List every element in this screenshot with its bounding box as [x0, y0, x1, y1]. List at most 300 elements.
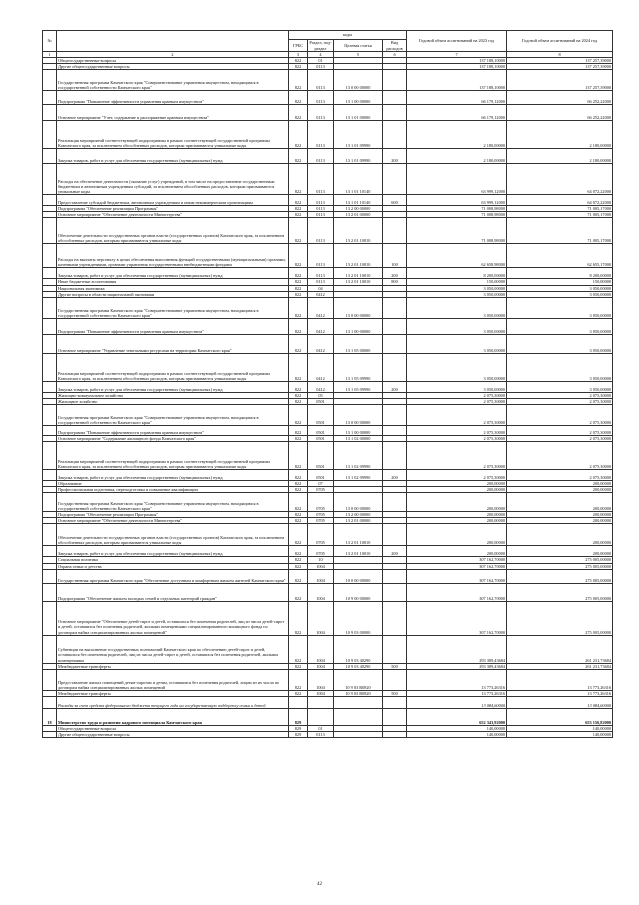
row-amount-2024: 2 180,00000 — [507, 121, 613, 149]
row-amount-2023: 66 179,12000 — [407, 105, 507, 121]
row-expense-type — [383, 318, 407, 334]
budget-table — [42, 30, 613, 738]
row-target-article: 13 2 00 00000 — [334, 512, 383, 518]
table-row — [43, 297, 613, 318]
row-amount-2023: 200,00000 — [407, 546, 507, 557]
colnum: 8 — [507, 52, 613, 58]
row-name: Расходы за счет средств федерального бюджета текущего года на государственную поддержку семьи и детей — [57, 696, 289, 708]
row-amount-2024: 140,00000 — [507, 731, 613, 737]
row-amount-2023: 3 050,00000 — [407, 334, 507, 353]
row-amount-2023: 137 188,10000 — [407, 64, 507, 70]
row-razdel: 0705 — [308, 487, 334, 493]
row-grbs: 822 — [289, 669, 308, 690]
row-name: Основное мероприятие "Обеспечение деятельности Министерства" — [57, 518, 289, 524]
row-name: Подпрограмма "Повышение эффективности управления краевым имуществом" — [57, 425, 289, 435]
row-expense-type — [383, 708, 407, 725]
row-name: Общегосударственные вопросы — [57, 58, 289, 64]
row-amount-2024: 13 084,60000 — [507, 696, 613, 708]
row-name: Межбюджетные трансферты — [57, 690, 289, 696]
row-amount-2024: 137 257,39000 — [507, 70, 613, 91]
row-amount-2024: 653 156,82000 — [507, 708, 613, 725]
row-amount-2024: 200,00000 — [507, 524, 613, 546]
row-expense-type — [383, 70, 407, 91]
row-razdel: 0113 — [308, 212, 334, 218]
row-amount-2023: 3 050,00000 — [407, 291, 507, 297]
row-razdel: 0412 — [308, 334, 334, 353]
row-expense-type: 200 — [383, 470, 407, 481]
row-name: Предоставление субсидий бюджетным, автономным учреждениям и иным некоммерческим организациям — [57, 195, 289, 206]
row-name: Профессиональная подготовка, переподготовка и повышение квалификации — [57, 487, 289, 493]
row-grbs: 822 — [289, 285, 308, 291]
row-name: Государственная программа Камчатского края "Совершенствование управления имуществом, находящимся в государственной собственности Камчатского края" — [57, 70, 289, 91]
row-grbs: 822 — [289, 195, 308, 206]
row-name: Государственная программа Камчатского края "Совершенствование управления имуществом, находящимся в государственной собственности Камчатского края" — [57, 297, 289, 318]
row-grbs: 822 — [289, 557, 308, 563]
row-amount-2023: 71 008,98000 — [407, 212, 507, 218]
row-razdel: 0113 — [308, 121, 334, 149]
row-grbs: 822 — [289, 404, 308, 425]
row-grbs: 822 — [289, 493, 308, 512]
row-amount-2024: 64 072,22000 — [507, 195, 613, 206]
row-expense-type — [383, 731, 407, 737]
row-number — [43, 318, 57, 334]
row-name: Субвенции на выполнение государственных полномочий Камчатского края по обеспечению детей-сирот и детей, оставшихся без попечения родителей, лиц из числа детей-сирот и детей, оставшихся без попечения родителей, жилыми помещениями — [57, 635, 289, 663]
row-grbs: 822 — [289, 279, 308, 285]
row-amount-2023: 62 658,98000 — [407, 244, 507, 268]
row-razdel: 0113 — [308, 64, 334, 70]
row-razdel: 07 — [308, 481, 334, 487]
table-row — [43, 334, 613, 353]
row-razdel: 1004 — [308, 563, 334, 569]
row-grbs: 822 — [289, 297, 308, 318]
header-codes: коды — [289, 31, 407, 40]
row-name: Основное мероприятие "Управление земельными ресурсами на территории Камчатского края" — [57, 334, 289, 353]
row-razdel: 0705 — [308, 524, 334, 546]
row-amount-2024: 2 075,30000 — [507, 442, 613, 470]
row-grbs — [289, 696, 308, 708]
row-target-article: 13 2 00 00000 — [334, 206, 383, 212]
row-expense-type — [383, 442, 407, 470]
table-row — [43, 244, 613, 268]
row-target-article: 10 9 03 00000 — [334, 601, 383, 635]
row-name: Общегосударственные вопросы — [57, 725, 289, 731]
row-grbs: 822 — [289, 563, 308, 569]
row-razdel: 1004 — [308, 601, 334, 635]
row-expense-type — [383, 635, 407, 663]
colnum: 4 — [308, 52, 334, 58]
row-amount-2023: 2 075,30000 — [407, 442, 507, 470]
header-celevaya: Целевая статья — [334, 40, 383, 52]
row-grbs: 822 — [289, 91, 308, 105]
row-target-article: 13 1 01 09990 — [334, 121, 383, 149]
row-amount-2024: 2 180,00000 — [507, 149, 613, 164]
row-name: Образование — [57, 481, 289, 487]
row-target-article — [334, 731, 383, 737]
row-amount-2024: 137 257,39000 — [507, 64, 613, 70]
row-grbs: 822 — [289, 470, 308, 481]
row-amount-2023: 200,00000 — [407, 518, 507, 524]
table-row — [43, 105, 613, 121]
table-row — [43, 708, 613, 725]
row-name: Закупка товаров, работ и услуг для обеспечения государственных (муниципальных) нужд — [57, 149, 289, 164]
row-expense-type: 200 — [383, 381, 407, 392]
row-amount-2024: 137 257,39000 — [507, 58, 613, 64]
table-row — [43, 91, 613, 105]
row-number — [43, 669, 57, 690]
colnum: 1 — [43, 52, 57, 58]
row-target-article — [334, 708, 383, 725]
colnum: 2 — [57, 52, 289, 58]
row-target-article: 13 2 01 00000 — [334, 518, 383, 524]
row-expense-type — [383, 601, 407, 635]
row-amount-2024: 2 075,30000 — [507, 435, 613, 441]
row-grbs: 822 — [289, 601, 308, 635]
row-number — [43, 164, 57, 195]
row-grbs: 822 — [289, 149, 308, 164]
row-number — [43, 470, 57, 481]
row-target-article: 13 2 01 10010 — [334, 244, 383, 268]
row-number — [43, 121, 57, 149]
row-amount-2023: 71 008,98000 — [407, 206, 507, 212]
row-number: 18 — [43, 708, 57, 725]
row-expense-type: 500 — [383, 663, 407, 669]
row-number — [43, 70, 57, 91]
row-razdel: 0412 — [308, 291, 334, 297]
row-name: Подпрограмма "Обеспечение реализации Программы" — [57, 206, 289, 212]
row-name: Охрана семьи и детства — [57, 563, 289, 569]
row-amount-2024: 2 075,30000 — [507, 470, 613, 481]
row-amount-2023: 307 162,70000 — [407, 583, 507, 601]
row-expense-type: 600 — [383, 195, 407, 206]
row-name: Предоставление жилых помещений детям-сиротам и детям, оставшимся без попечения родителей, лицам из их числа по договорам найма специализированных жилых помещений — [57, 669, 289, 690]
row-amount-2024: 200,00000 — [507, 546, 613, 557]
row-amount-2023: 71 008,98000 — [407, 218, 507, 244]
row-target-article: 13 2 01 00000 — [334, 212, 383, 218]
row-number — [43, 381, 57, 392]
row-name: Министерство труда и развития кадрового потенциала Камчатского края — [57, 708, 289, 725]
row-razdel: 0113 — [308, 731, 334, 737]
row-amount-2023: 307 162,70000 — [407, 563, 507, 569]
row-target-article: 13 1 05 09990 — [334, 353, 383, 381]
row-amount-2024: 261 231,73684 — [507, 635, 613, 663]
row-amount-2023: 63 999,12000 — [407, 164, 507, 195]
row-target-article: 13 1 00 00000 — [334, 318, 383, 334]
row-target-article: 13 2 01 10010 — [334, 524, 383, 546]
row-target-article: 13 1 05 09990 — [334, 381, 383, 392]
table-row — [43, 381, 613, 392]
row-amount-2024: 2 075,30000 — [507, 398, 613, 404]
row-name: Расходы на выплаты персоналу в целях обеспечения выполнения функций государственными (муниципальными) органами, казенными учреждениями, органами управления государственными внебюджетными фондами — [57, 244, 289, 268]
row-grbs: 822 — [289, 244, 308, 268]
row-razdel: 0113 — [308, 70, 334, 91]
row-amount-2023: 200,00000 — [407, 512, 507, 518]
table-row — [43, 268, 613, 279]
row-razdel: 1004 — [308, 690, 334, 696]
row-amount-2023: 2 075,30000 — [407, 392, 507, 398]
row-amount-2024: 275 005,00000 — [507, 563, 613, 569]
row-grbs: 822 — [289, 583, 308, 601]
row-target-article: 13 1 01 10140 — [334, 164, 383, 195]
row-razdel: 0705 — [308, 493, 334, 512]
table-row — [43, 218, 613, 244]
row-razdel: 05 — [308, 392, 334, 398]
row-amount-2023: 2 180,00000 — [407, 121, 507, 149]
row-number — [43, 569, 57, 583]
row-amount-2023: 2 075,30000 — [407, 404, 507, 425]
row-razdel: 0412 — [308, 381, 334, 392]
row-amount-2023: 3 050,00000 — [407, 381, 507, 392]
row-number — [43, 524, 57, 546]
row-amount-2023: 2 075,30000 — [407, 398, 507, 404]
row-amount-2024: 3 050,00000 — [507, 291, 613, 297]
row-number — [43, 91, 57, 105]
header-2024: Годовой объем ассигнований на 2024 год — [507, 31, 613, 52]
row-amount-2023: 3 050,00000 — [407, 285, 507, 291]
row-name: Реализация мероприятий соответствующей подпрограммы в рамках соответствующей государственной программы Камчатского края, за исключением обособленных расходов, которым присваиваются уникальные коды — [57, 442, 289, 470]
row-razdel — [308, 696, 334, 708]
row-amount-2023: 8 200,00000 — [407, 268, 507, 279]
row-amount-2024: 62 655,17000 — [507, 244, 613, 268]
row-expense-type — [383, 121, 407, 149]
row-amount-2023: 307 162,70000 — [407, 601, 507, 635]
row-amount-2024: 3 050,00000 — [507, 353, 613, 381]
row-amount-2023: 2 075,30000 — [407, 435, 507, 441]
row-target-article: 13 1 02 09990 — [334, 470, 383, 481]
row-target-article: 13 1 02 09990 — [334, 442, 383, 470]
header-razdel: Раздел, под-раздел — [309, 40, 332, 51]
header-num: № — [43, 31, 57, 52]
row-expense-type — [383, 404, 407, 425]
row-amount-2023: 200,00000 — [407, 524, 507, 546]
row-number — [43, 493, 57, 512]
row-number — [43, 425, 57, 435]
row-grbs: 822 — [289, 206, 308, 212]
row-amount-2024: 71 005,17000 — [507, 218, 613, 244]
row-grbs: 822 — [289, 512, 308, 518]
table-body — [43, 58, 613, 738]
row-amount-2023: 137 188,10000 — [407, 58, 507, 64]
row-name: Основное мероприятие "Учет, содержание и распоряжение краевым имуществом" — [57, 105, 289, 121]
row-name: Государственная программа Камчатского края "Совершенствование управления имуществом, находящимся в государственной собственности Камчатского края" — [57, 493, 289, 512]
row-amount-2024: 150,00000 — [507, 279, 613, 285]
row-number — [43, 546, 57, 557]
table-row — [43, 583, 613, 601]
row-amount-2024: 8 200,00000 — [507, 268, 613, 279]
row-target-article: 10 9 03 R0820 — [334, 690, 383, 696]
row-amount-2023: 3 050,00000 — [407, 353, 507, 381]
row-target-article: 13 2 01 10010 — [334, 279, 383, 285]
row-expense-type — [383, 569, 407, 583]
row-grbs: 829 — [289, 731, 308, 737]
row-number — [43, 195, 57, 206]
row-expense-type: 200 — [383, 546, 407, 557]
row-grbs: 822 — [289, 121, 308, 149]
row-name: Национальная экономика — [57, 285, 289, 291]
table-row — [43, 404, 613, 425]
row-amount-2023: 13 773,26316 — [407, 690, 507, 696]
row-razdel: 0113 — [308, 206, 334, 212]
row-name: Иные бюджетные ассигнования — [57, 279, 289, 285]
table-row — [43, 70, 613, 91]
row-amount-2024: 140,00000 — [507, 725, 613, 731]
row-razdel: 0113 — [308, 195, 334, 206]
row-target-article: 10 9 03 40290 — [334, 635, 383, 663]
row-grbs: 822 — [289, 268, 308, 279]
row-name: Закупка товаров, работ и услуг для обеспечения государственных (муниципальных) нужд — [57, 268, 289, 279]
row-razdel: 0501 — [308, 398, 334, 404]
row-amount-2023: 140,00000 — [407, 731, 507, 737]
row-amount-2024: 200,00000 — [507, 481, 613, 487]
row-amount-2023: 66 179,12000 — [407, 91, 507, 105]
row-amount-2023: 150,00000 — [407, 279, 507, 285]
row-expense-type — [383, 297, 407, 318]
row-expense-type: 200 — [383, 268, 407, 279]
row-number — [43, 635, 57, 663]
row-amount-2024: 200,00000 — [507, 487, 613, 493]
row-name: Подпрограмма "Обеспечение реализации Программы" — [57, 512, 289, 518]
row-expense-type — [383, 218, 407, 244]
row-grbs: 822 — [289, 425, 308, 435]
row-number — [43, 149, 57, 164]
row-razdel: 01 — [308, 58, 334, 64]
row-number — [43, 731, 57, 737]
row-amount-2024: 275 005,00000 — [507, 557, 613, 563]
table-row — [43, 601, 613, 635]
row-amount-2024: 275 005,00000 — [507, 569, 613, 583]
row-amount-2023: 3 050,00000 — [407, 297, 507, 318]
row-grbs: 822 — [289, 64, 308, 70]
row-grbs: 822 — [289, 353, 308, 381]
row-amount-2023: 200,00000 — [407, 481, 507, 487]
colnum: 5 — [334, 52, 383, 58]
row-target-article: 13 1 00 00000 — [334, 425, 383, 435]
row-expense-type — [383, 583, 407, 601]
row-name: Подпрограмма "Повышение эффективности управления краевым имуществом" — [57, 318, 289, 334]
row-target-article: 13 1 01 10140 — [334, 195, 383, 206]
row-number — [43, 268, 57, 279]
row-amount-2024: 66 252,22000 — [507, 91, 613, 105]
row-number — [43, 442, 57, 470]
row-razdel: 0412 — [308, 353, 334, 381]
row-expense-type — [383, 164, 407, 195]
table-row — [43, 696, 613, 708]
row-grbs: 822 — [289, 334, 308, 353]
row-razdel: 0705 — [308, 518, 334, 524]
row-number — [43, 244, 57, 268]
row-razdel: 0113 — [308, 268, 334, 279]
row-target-article: 10 9 03 R0820 — [334, 669, 383, 690]
row-expense-type — [383, 696, 407, 708]
table-row — [43, 470, 613, 481]
row-grbs: 829 — [289, 708, 308, 725]
table-row — [43, 442, 613, 470]
table-row — [43, 546, 613, 557]
row-grbs: 822 — [289, 218, 308, 244]
row-amount-2024: 3 050,00000 — [507, 297, 613, 318]
row-grbs: 822 — [289, 381, 308, 392]
row-target-article: 13 0 00 00000 — [334, 404, 383, 425]
row-expense-type — [383, 493, 407, 512]
row-number — [43, 334, 57, 353]
row-amount-2023: 137 188,10000 — [407, 70, 507, 91]
row-razdel: 0113 — [308, 164, 334, 195]
row-number — [43, 105, 57, 121]
row-amount-2023: 13 084,60000 — [407, 696, 507, 708]
colnum: 7 — [407, 52, 507, 58]
row-grbs: 822 — [289, 663, 308, 669]
row-amount-2024: 13 773,26316 — [507, 669, 613, 690]
row-expense-type: 500 — [383, 690, 407, 696]
row-number — [43, 404, 57, 425]
row-amount-2024: 200,00000 — [507, 518, 613, 524]
row-number — [43, 353, 57, 381]
row-target-article — [334, 696, 383, 708]
row-target-article: 13 1 00 00000 — [334, 91, 383, 105]
row-number — [43, 583, 57, 601]
row-name: Государственная программа Камчатского края "Обеспечение доступным и комфортным жильем жителей Камчатского края" — [57, 569, 289, 583]
row-razdel: 0501 — [308, 425, 334, 435]
row-name: Социальная политика — [57, 557, 289, 563]
row-razdel: 0113 — [308, 105, 334, 121]
row-expense-type — [383, 334, 407, 353]
row-razdel: 0412 — [308, 318, 334, 334]
row-razdel: 0113 — [308, 244, 334, 268]
row-razdel: 0113 — [308, 218, 334, 244]
row-name: Другие общегосударственные вопросы — [57, 731, 289, 737]
row-number — [43, 218, 57, 244]
row-amount-2024: 200,00000 — [507, 493, 613, 512]
row-name: Межбюджетные трансферты — [57, 663, 289, 669]
row-amount-2024: 2 075,30000 — [507, 404, 613, 425]
row-grbs: 822 — [289, 690, 308, 696]
row-name: Закупка товаров, работ и услуг для обеспечения государственных (муниципальных) нужд — [57, 381, 289, 392]
row-grbs: 822 — [289, 546, 308, 557]
row-number — [43, 601, 57, 635]
row-amount-2023: 2 075,30000 — [407, 425, 507, 435]
row-amount-2024: 200,00000 — [507, 512, 613, 518]
row-razdel — [308, 708, 334, 725]
row-grbs: 822 — [289, 398, 308, 404]
row-name: Подпрограмма "Повышение эффективности управления краевым имуществом" — [57, 91, 289, 105]
row-name: Другие вопросы в области национальной экономики — [57, 291, 289, 297]
row-razdel: 1004 — [308, 635, 334, 663]
row-grbs: 822 — [289, 318, 308, 334]
table-row — [43, 121, 613, 149]
row-grbs: 822 — [289, 392, 308, 398]
row-amount-2023: 307 162,70000 — [407, 557, 507, 563]
row-name: Другие общегосударственные вопросы — [57, 64, 289, 70]
table-row — [43, 569, 613, 583]
row-amount-2023: 293 389,43684 — [407, 635, 507, 663]
row-razdel: 0501 — [308, 470, 334, 481]
row-amount-2024: 3 050,00000 — [507, 334, 613, 353]
header-name — [57, 31, 289, 52]
row-amount-2024: 3 050,00000 — [507, 381, 613, 392]
row-grbs: 822 — [289, 435, 308, 441]
row-expense-type — [383, 425, 407, 435]
row-amount-2024: 3 050,00000 — [507, 318, 613, 334]
row-grbs: 829 — [289, 725, 308, 731]
row-amount-2024: 275 005,00000 — [507, 583, 613, 601]
row-name: Обеспечение деятельности государственных органов власти (государственных органов) Камчатского края, за исключением обособленных расходов, которым присваиваются уникальные коды — [57, 218, 289, 244]
row-amount-2024: 71 005,17000 — [507, 212, 613, 218]
row-target-article: 13 2 01 10010 — [334, 218, 383, 244]
row-expense-type — [383, 669, 407, 690]
row-expense-type: 100 — [383, 244, 407, 268]
row-grbs: 822 — [289, 105, 308, 121]
row-name: Обеспечение деятельности государственных органов власти (государственных органов) Камчатского края, за исключением обособленных расходов, которым присваиваются уникальные коды — [57, 524, 289, 546]
row-grbs: 822 — [289, 518, 308, 524]
